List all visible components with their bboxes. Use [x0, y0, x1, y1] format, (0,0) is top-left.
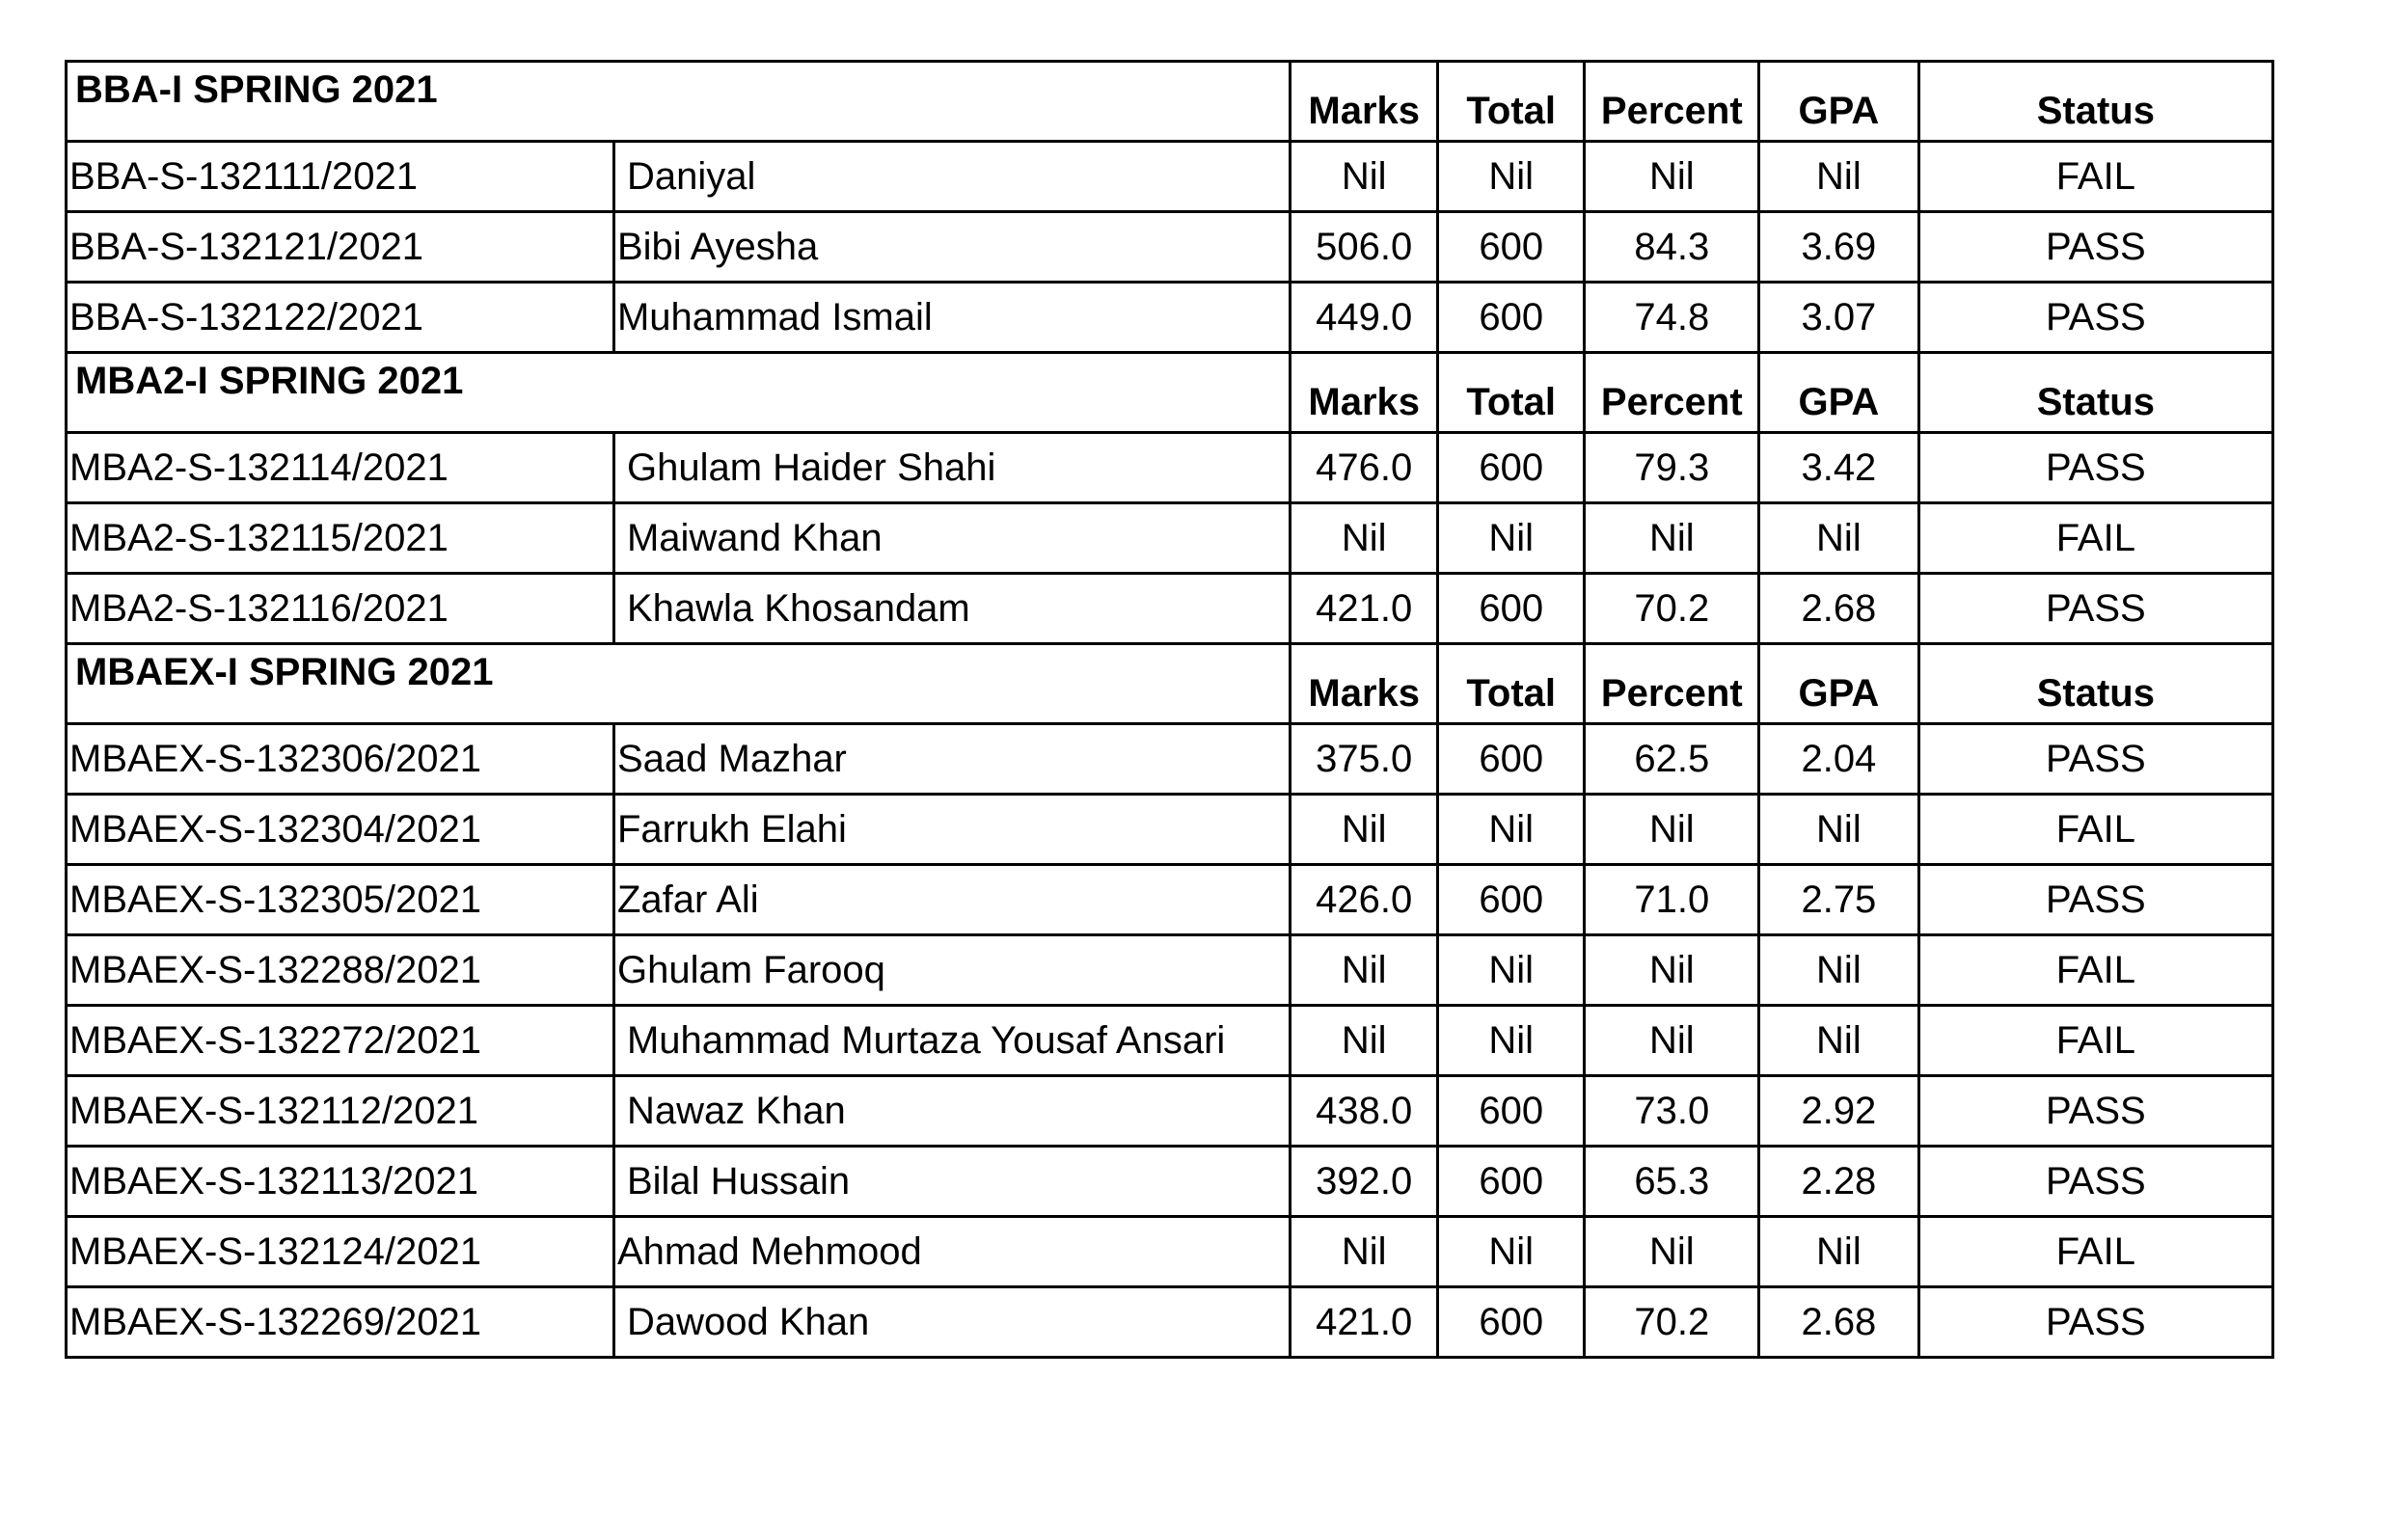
- student-name-cell: Ghulam Farooq: [613, 935, 1290, 1006]
- table-row: [67, 283, 2273, 353]
- column-header-percent: Percent: [1585, 62, 1759, 142]
- column-header-total: Total: [1437, 353, 1585, 433]
- section-header-row: [67, 62, 2273, 142]
- gpa-cell: 2.28: [1759, 1147, 1919, 1217]
- student-id-cell: MBAEX-S-132112/2021: [67, 1076, 614, 1147]
- section-title: BBA-I SPRING 2021: [67, 62, 1291, 142]
- student-name-cell: Zafar Ali: [613, 865, 1290, 935]
- column-header-status: Status: [1918, 353, 2272, 433]
- table-row: [67, 1287, 2273, 1358]
- column-header-marks: Marks: [1291, 644, 1438, 724]
- total-cell: 600: [1437, 1287, 1585, 1358]
- status-cell: FAIL: [1918, 142, 2272, 212]
- student-id-cell: MBAEX-S-132272/2021: [67, 1006, 614, 1076]
- table-row: [67, 1217, 2273, 1287]
- student-name-cell: Maiwand Khan: [613, 503, 1290, 574]
- total-cell: 600: [1437, 433, 1585, 503]
- percent-cell: Nil: [1585, 795, 1759, 865]
- percent-cell: 73.0: [1585, 1076, 1759, 1147]
- gpa-cell: Nil: [1759, 1217, 1919, 1287]
- gpa-cell: Nil: [1759, 795, 1919, 865]
- column-header-total: Total: [1437, 644, 1585, 724]
- table-row: [67, 724, 2273, 795]
- student-id-cell: BBA-S-132121/2021: [67, 212, 614, 283]
- marks-cell: 449.0: [1291, 283, 1438, 353]
- marks-cell: 476.0: [1291, 433, 1438, 503]
- results-table: [65, 60, 2274, 1359]
- total-cell: Nil: [1437, 503, 1585, 574]
- student-id-cell: BBA-S-132111/2021: [67, 142, 614, 212]
- student-id-cell: MBAEX-S-132304/2021: [67, 795, 614, 865]
- marks-cell: 421.0: [1291, 574, 1438, 644]
- status-cell: FAIL: [1918, 1217, 2272, 1287]
- status-cell: PASS: [1918, 865, 2272, 935]
- marks-cell: 421.0: [1291, 1287, 1438, 1358]
- percent-cell: 79.3: [1585, 433, 1759, 503]
- student-name-cell: Farrukh Elahi: [613, 795, 1290, 865]
- total-cell: 600: [1437, 1147, 1585, 1217]
- student-id-cell: BBA-S-132122/2021: [67, 283, 614, 353]
- marks-cell: Nil: [1291, 142, 1438, 212]
- percent-cell: 62.5: [1585, 724, 1759, 795]
- total-cell: 600: [1437, 1076, 1585, 1147]
- gpa-cell: Nil: [1759, 142, 1919, 212]
- gpa-cell: 2.92: [1759, 1076, 1919, 1147]
- student-name-cell: Dawood Khan: [613, 1287, 1290, 1358]
- status-cell: PASS: [1918, 724, 2272, 795]
- marks-cell: Nil: [1291, 1217, 1438, 1287]
- table-row: [67, 1006, 2273, 1076]
- percent-cell: Nil: [1585, 503, 1759, 574]
- total-cell: 600: [1437, 283, 1585, 353]
- student-name-cell: Muhammad Ismail: [613, 283, 1290, 353]
- status-cell: FAIL: [1918, 503, 2272, 574]
- student-name-cell: Bilal Hussain: [613, 1147, 1290, 1217]
- total-cell: 600: [1437, 865, 1585, 935]
- percent-cell: 84.3: [1585, 212, 1759, 283]
- percent-cell: 65.3: [1585, 1147, 1759, 1217]
- section-header-row: [67, 644, 2273, 724]
- student-id-cell: MBA2-S-132115/2021: [67, 503, 614, 574]
- column-header-percent: Percent: [1585, 644, 1759, 724]
- gpa-cell: 2.68: [1759, 1287, 1919, 1358]
- percent-cell: 71.0: [1585, 865, 1759, 935]
- status-cell: FAIL: [1918, 1006, 2272, 1076]
- section-title: MBAEX-I SPRING 2021: [67, 644, 1291, 724]
- gpa-cell: Nil: [1759, 935, 1919, 1006]
- column-header-percent: Percent: [1585, 353, 1759, 433]
- percent-cell: 70.2: [1585, 1287, 1759, 1358]
- gpa-cell: 2.68: [1759, 574, 1919, 644]
- gpa-cell: 2.04: [1759, 724, 1919, 795]
- gpa-cell: 3.42: [1759, 433, 1919, 503]
- table-row: [67, 1076, 2273, 1147]
- total-cell: 600: [1437, 724, 1585, 795]
- total-cell: Nil: [1437, 142, 1585, 212]
- percent-cell: Nil: [1585, 935, 1759, 1006]
- section-header-row: [67, 353, 2273, 433]
- marks-cell: 392.0: [1291, 1147, 1438, 1217]
- gpa-cell: 3.07: [1759, 283, 1919, 353]
- status-cell: PASS: [1918, 574, 2272, 644]
- section-title: MBA2-I SPRING 2021: [67, 353, 1291, 433]
- marks-cell: Nil: [1291, 503, 1438, 574]
- status-cell: PASS: [1918, 212, 2272, 283]
- student-id-cell: MBAEX-S-132305/2021: [67, 865, 614, 935]
- percent-cell: 74.8: [1585, 283, 1759, 353]
- student-id-cell: MBAEX-S-132306/2021: [67, 724, 614, 795]
- marks-cell: Nil: [1291, 795, 1438, 865]
- total-cell: Nil: [1437, 1006, 1585, 1076]
- student-name-cell: Saad Mazhar: [613, 724, 1290, 795]
- student-name-cell: Ahmad Mehmood: [613, 1217, 1290, 1287]
- marks-cell: Nil: [1291, 1006, 1438, 1076]
- status-cell: PASS: [1918, 1076, 2272, 1147]
- student-name-cell: Ghulam Haider Shahi: [613, 433, 1290, 503]
- total-cell: Nil: [1437, 1217, 1585, 1287]
- student-id-cell: MBA2-S-132114/2021: [67, 433, 614, 503]
- status-cell: PASS: [1918, 433, 2272, 503]
- marks-cell: 438.0: [1291, 1076, 1438, 1147]
- status-cell: FAIL: [1918, 935, 2272, 1006]
- status-cell: FAIL: [1918, 795, 2272, 865]
- table-row: [67, 935, 2273, 1006]
- column-header-gpa: GPA: [1759, 644, 1919, 724]
- total-cell: 600: [1437, 574, 1585, 644]
- student-name-cell: Bibi Ayesha: [613, 212, 1290, 283]
- gpa-cell: 3.69: [1759, 212, 1919, 283]
- table-row: [67, 433, 2273, 503]
- marks-cell: 506.0: [1291, 212, 1438, 283]
- status-cell: PASS: [1918, 1287, 2272, 1358]
- column-header-marks: Marks: [1291, 62, 1438, 142]
- status-cell: PASS: [1918, 283, 2272, 353]
- student-id-cell: MBAEX-S-132124/2021: [67, 1217, 614, 1287]
- table-row: [67, 865, 2273, 935]
- status-cell: PASS: [1918, 1147, 2272, 1217]
- student-name-cell: Khawla Khosandam: [613, 574, 1290, 644]
- student-id-cell: MBA2-S-132116/2021: [67, 574, 614, 644]
- student-id-cell: MBAEX-S-132113/2021: [67, 1147, 614, 1217]
- table-row: [67, 574, 2273, 644]
- column-header-marks: Marks: [1291, 353, 1438, 433]
- marks-cell: Nil: [1291, 935, 1438, 1006]
- student-name-cell: Daniyal: [613, 142, 1290, 212]
- gpa-cell: 2.75: [1759, 865, 1919, 935]
- marks-cell: 426.0: [1291, 865, 1438, 935]
- table-row: [67, 1147, 2273, 1217]
- column-header-gpa: GPA: [1759, 62, 1919, 142]
- student-id-cell: MBAEX-S-132269/2021: [67, 1287, 614, 1358]
- gpa-cell: Nil: [1759, 1006, 1919, 1076]
- percent-cell: Nil: [1585, 1006, 1759, 1076]
- total-cell: Nil: [1437, 935, 1585, 1006]
- table-row: [67, 212, 2273, 283]
- student-id-cell: MBAEX-S-132288/2021: [67, 935, 614, 1006]
- table-row: [67, 142, 2273, 212]
- student-name-cell: Nawaz Khan: [613, 1076, 1290, 1147]
- student-name-cell: Muhammad Murtaza Yousaf Ansari: [613, 1006, 1290, 1076]
- column-header-status: Status: [1918, 62, 2272, 142]
- table-row: [67, 503, 2273, 574]
- results-body: [67, 62, 2273, 1358]
- percent-cell: Nil: [1585, 1217, 1759, 1287]
- marks-cell: 375.0: [1291, 724, 1438, 795]
- total-cell: Nil: [1437, 795, 1585, 865]
- total-cell: 600: [1437, 212, 1585, 283]
- gpa-cell: Nil: [1759, 503, 1919, 574]
- table-row: [67, 795, 2273, 865]
- column-header-gpa: GPA: [1759, 353, 1919, 433]
- column-header-status: Status: [1918, 644, 2272, 724]
- column-header-total: Total: [1437, 62, 1585, 142]
- percent-cell: 70.2: [1585, 574, 1759, 644]
- percent-cell: Nil: [1585, 142, 1759, 212]
